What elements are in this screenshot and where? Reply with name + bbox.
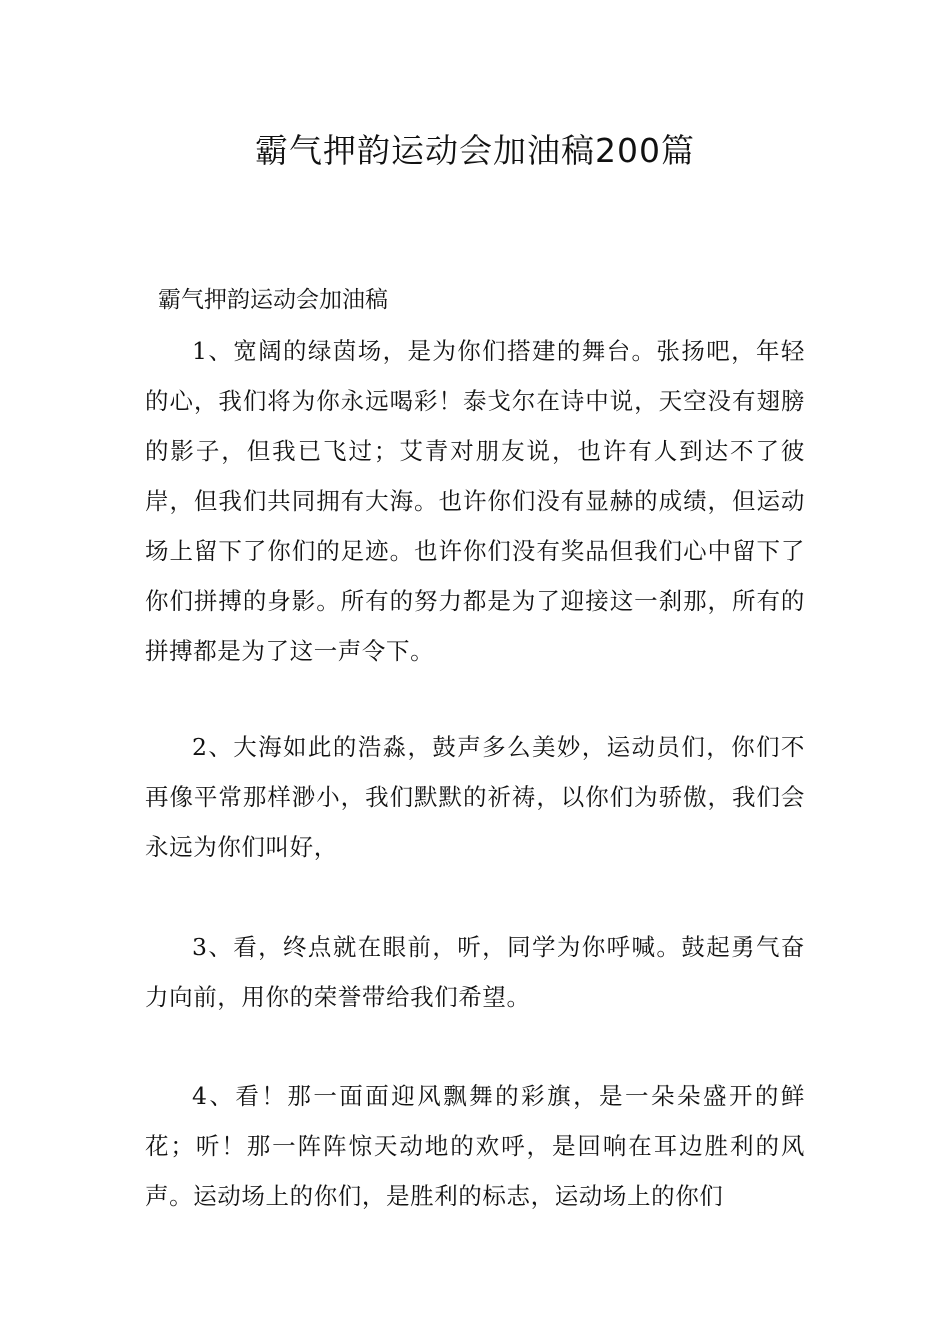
paragraph-1: 1、宽阔的绿茵场，是为你们搭建的舞台。张扬吧，年轻的心，我们将为你永远喝彩！泰戈尔在诗中说，天空没有翅膀的影子，但我已飞过；艾青对朋友说，也许有人到达不了彼岸，但我们共同拥有大海。也许你们没有显赫的成绩，但运动场上留下了你们的足迹。也许你们没有奖品但我们心中留下了你们拼搏的身影。所有的努力都是为了迎接这一刹那，所有的拼搏都是为了这一声令下。	[145, 337, 805, 665]
section-heading: 霸气押韵运动会加油稿	[158, 287, 388, 313]
paragraph-3: 3、看，终点就在眼前，听，同学为你呼喊。鼓起勇气奋力向前，用你的荣誉带给我们希望。	[145, 933, 805, 1011]
paragraph-2: 2、大海如此的浩淼，鼓声多么美妙，运动员们，你们不再像平常那样渺小，我们默默的祈祷，以你们为骄傲，我们会永远为你们叫好，	[145, 733, 805, 861]
paragraph-4: 4、看！那一面面迎风飘舞的彩旗，是一朵朵盛开的鲜花；听！那一阵阵惊天动地的欢呼，是回响在耳边胜利的风声。运动场上的你们，是胜利的标志，运动场上的你们	[145, 1082, 805, 1210]
document-title: 霸气押韵运动会加油稿200篇	[255, 131, 695, 170]
